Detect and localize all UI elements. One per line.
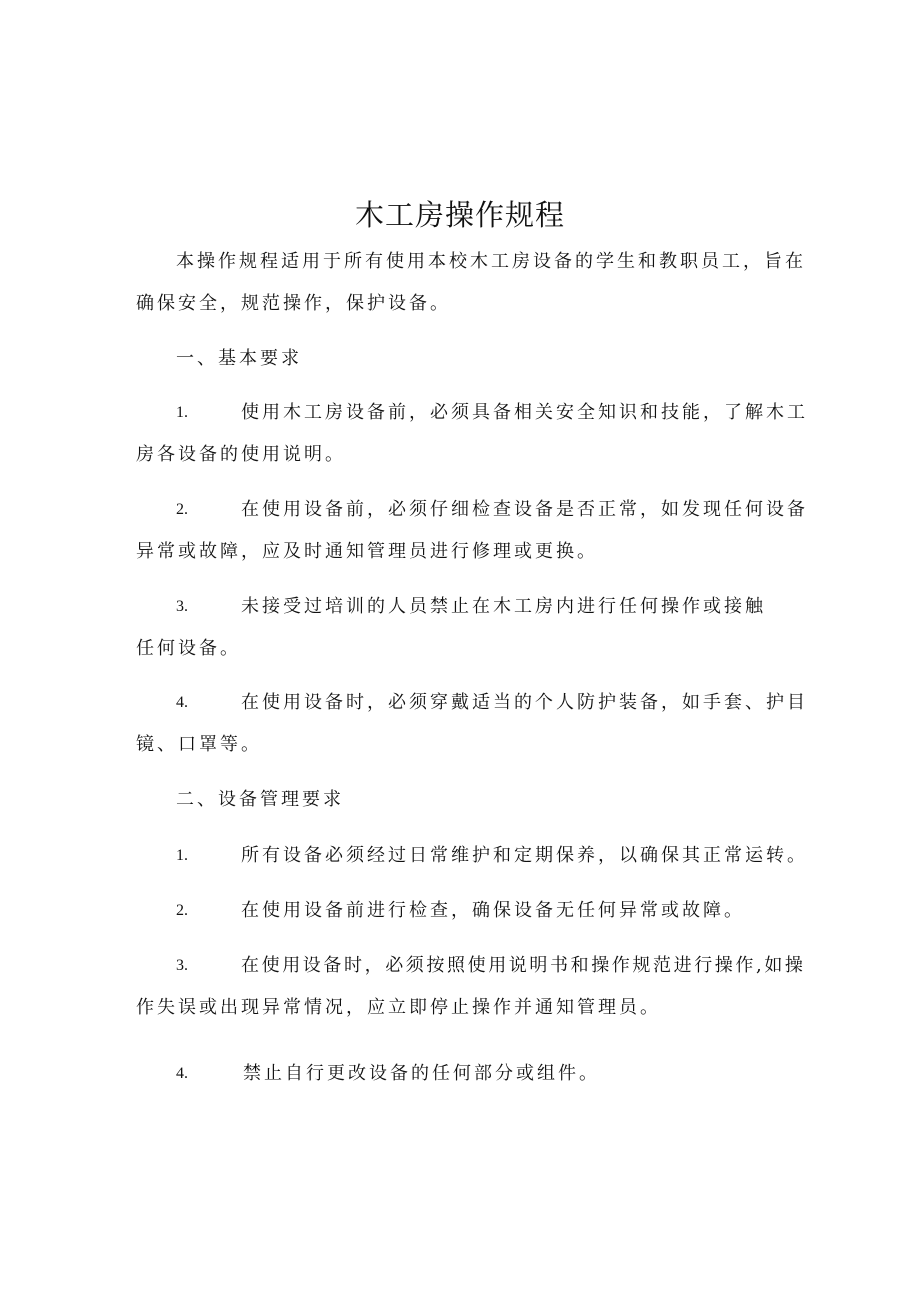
list-item-line-2: 作失误或出现异常情况，应立即停止操作并通知管理员。 bbox=[136, 997, 661, 1018]
section-heading-basic-requirements: 一、基本要求 bbox=[176, 348, 302, 369]
list-item-line-1: 在使用设备前，必须仔细检查设备是否正常，如发现任何设备 bbox=[241, 499, 808, 520]
intro-line-1: 本操作规程适用于所有使用本校木工房设备的学生和教职员工，旨在 bbox=[176, 251, 806, 272]
intro-line-2: 确保安全，规范操作，保护设备。 bbox=[136, 293, 451, 314]
list-item-number: 1. bbox=[176, 404, 188, 421]
list-item-number: 1. bbox=[176, 847, 188, 864]
list-item-line-2: 异常或故障，应及时通知管理员进行修理或更换。 bbox=[136, 541, 598, 562]
list-item-line-1: 在使用设备前进行检查，确保设备无任何异常或故障。 bbox=[241, 900, 745, 921]
list-item-number: 3. bbox=[176, 957, 188, 974]
list-item-line-2: 镜、口罩等。 bbox=[136, 734, 262, 755]
list-item-line-2: 房各设备的使用说明。 bbox=[136, 444, 346, 465]
list-item-line-1: 使用木工房设备前，必须具备相关安全知识和技能，了解木工 bbox=[241, 402, 808, 423]
section-heading-equipment-management: 二、设备管理要求 bbox=[176, 789, 344, 810]
list-item-number: 2. bbox=[176, 902, 188, 919]
list-item-line-1: 在使用设备时，必须按照使用说明书和操作规范进行操作,如操 bbox=[241, 955, 806, 976]
list-item-line-1: 未接受过培训的人员禁止在木工房内进行任何操作或接触 bbox=[241, 596, 766, 617]
document-title: 木工房操作规程 bbox=[354, 198, 565, 232]
list-item-number: 2. bbox=[176, 501, 188, 518]
list-item-line-2: 任何设备。 bbox=[136, 638, 241, 659]
list-item-line-1: 在使用设备时，必须穿戴适当的个人防护装备，如手套、护目 bbox=[241, 692, 808, 713]
list-item-number: 4. bbox=[176, 694, 188, 711]
list-item-number: 3. bbox=[176, 598, 188, 615]
list-item-line-1: 禁止自行更改设备的任何部分或组件。 bbox=[243, 1063, 600, 1084]
list-item-line-1: 所有设备必须经过日常维护和定期保养，以确保其正常运转。 bbox=[241, 845, 808, 866]
list-item-number: 4. bbox=[176, 1065, 188, 1082]
